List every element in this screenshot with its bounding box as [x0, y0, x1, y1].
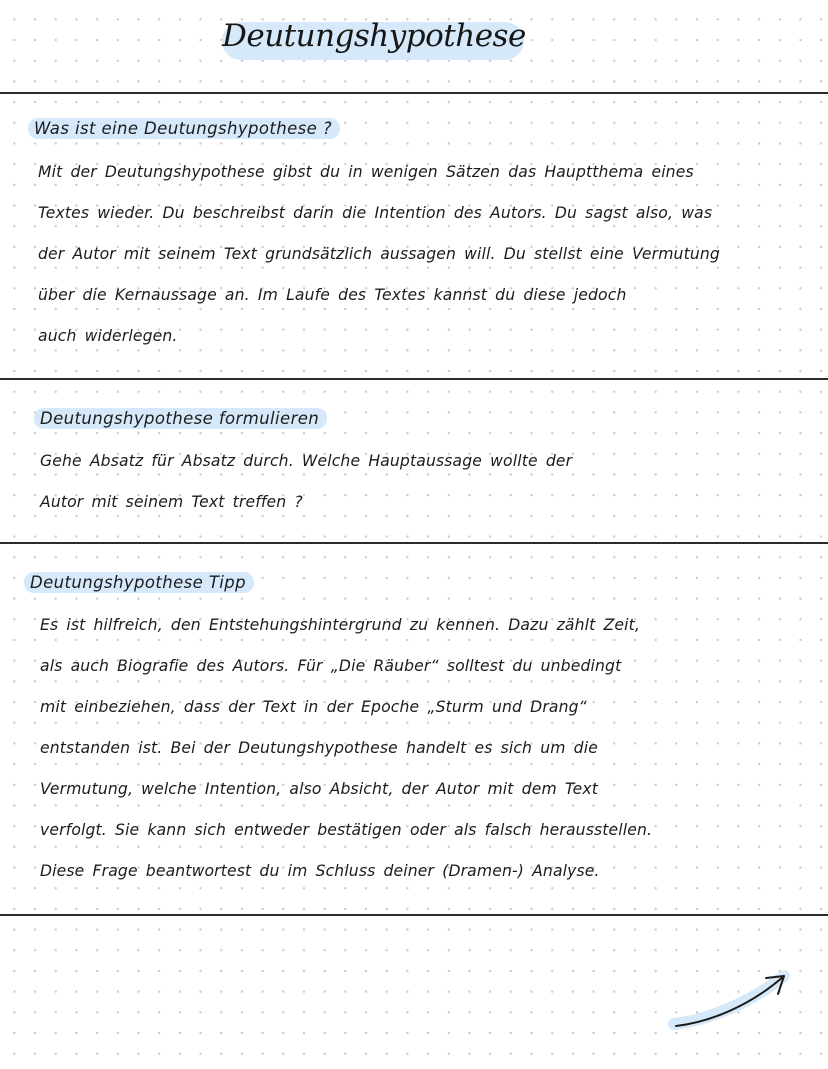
divider-1 [0, 378, 828, 380]
text-line: Es ist hilfreich, den Entstehungshintergrund zu kennen. Dazu zählt Zeit, [40, 616, 640, 634]
text-line: Vermutung, welche Intention, also Absicht, der Autor mit dem Text [40, 780, 599, 798]
text-line: auch widerlegen. [38, 327, 178, 345]
text-line: mit einbeziehen, dass der Text in der Epoche „Sturm und Drang“ [40, 698, 587, 716]
text-line: als auch Biografie des Autors. Für „Die Räuber“ solltest du unbedingt [40, 657, 622, 675]
text-line: verfolgt. Sie kann sich entweder bestätigen oder als falsch herausstellen. [40, 821, 653, 839]
text-line: entstanden ist. Bei der Deutungshypothese handelt es sich um die [40, 739, 598, 757]
section-body-tip [40, 605, 652, 892]
text-line: der Autor mit seinem Text grundsätzlich aussagen will. Du stellst eine Vermutung [38, 245, 720, 263]
section-heading-tip: Deutungshypothese Tipp [24, 572, 254, 593]
text-line: Textes wieder. Du beschreibst darin die Intention des Autors. Du sagst also, was [38, 204, 713, 222]
section-heading-formulate: Deutungshypothese formulieren [34, 408, 327, 429]
page-title: Deutungshypothese [222, 18, 526, 54]
text-line: Diese Frage beantwortest du im Schluss deiner (Dramen-) Analyse. [40, 862, 600, 880]
divider-2 [0, 542, 828, 544]
section-heading-definition: Was ist eine Deutungshypothese ? [28, 118, 340, 139]
section-body-definition [38, 152, 720, 357]
text-line: Autor mit seinem Text treffen ? [40, 493, 303, 511]
divider-bottom [0, 914, 828, 916]
text-line: Mit der Deutungshypothese gibst du in wenigen Sätzen das Hauptthema eines [38, 163, 694, 181]
section-body-formulate [40, 441, 572, 523]
page-title-block [222, 16, 524, 64]
arrow-up-right-icon[interactable] [668, 962, 798, 1042]
text-line: über die Kernaussage an. Im Laufe des Textes kannst du diese jedoch [38, 286, 627, 304]
text-line: Gehe Absatz für Absatz durch. Welche Hauptaussage wollte der [40, 452, 573, 470]
divider-top [0, 92, 828, 94]
